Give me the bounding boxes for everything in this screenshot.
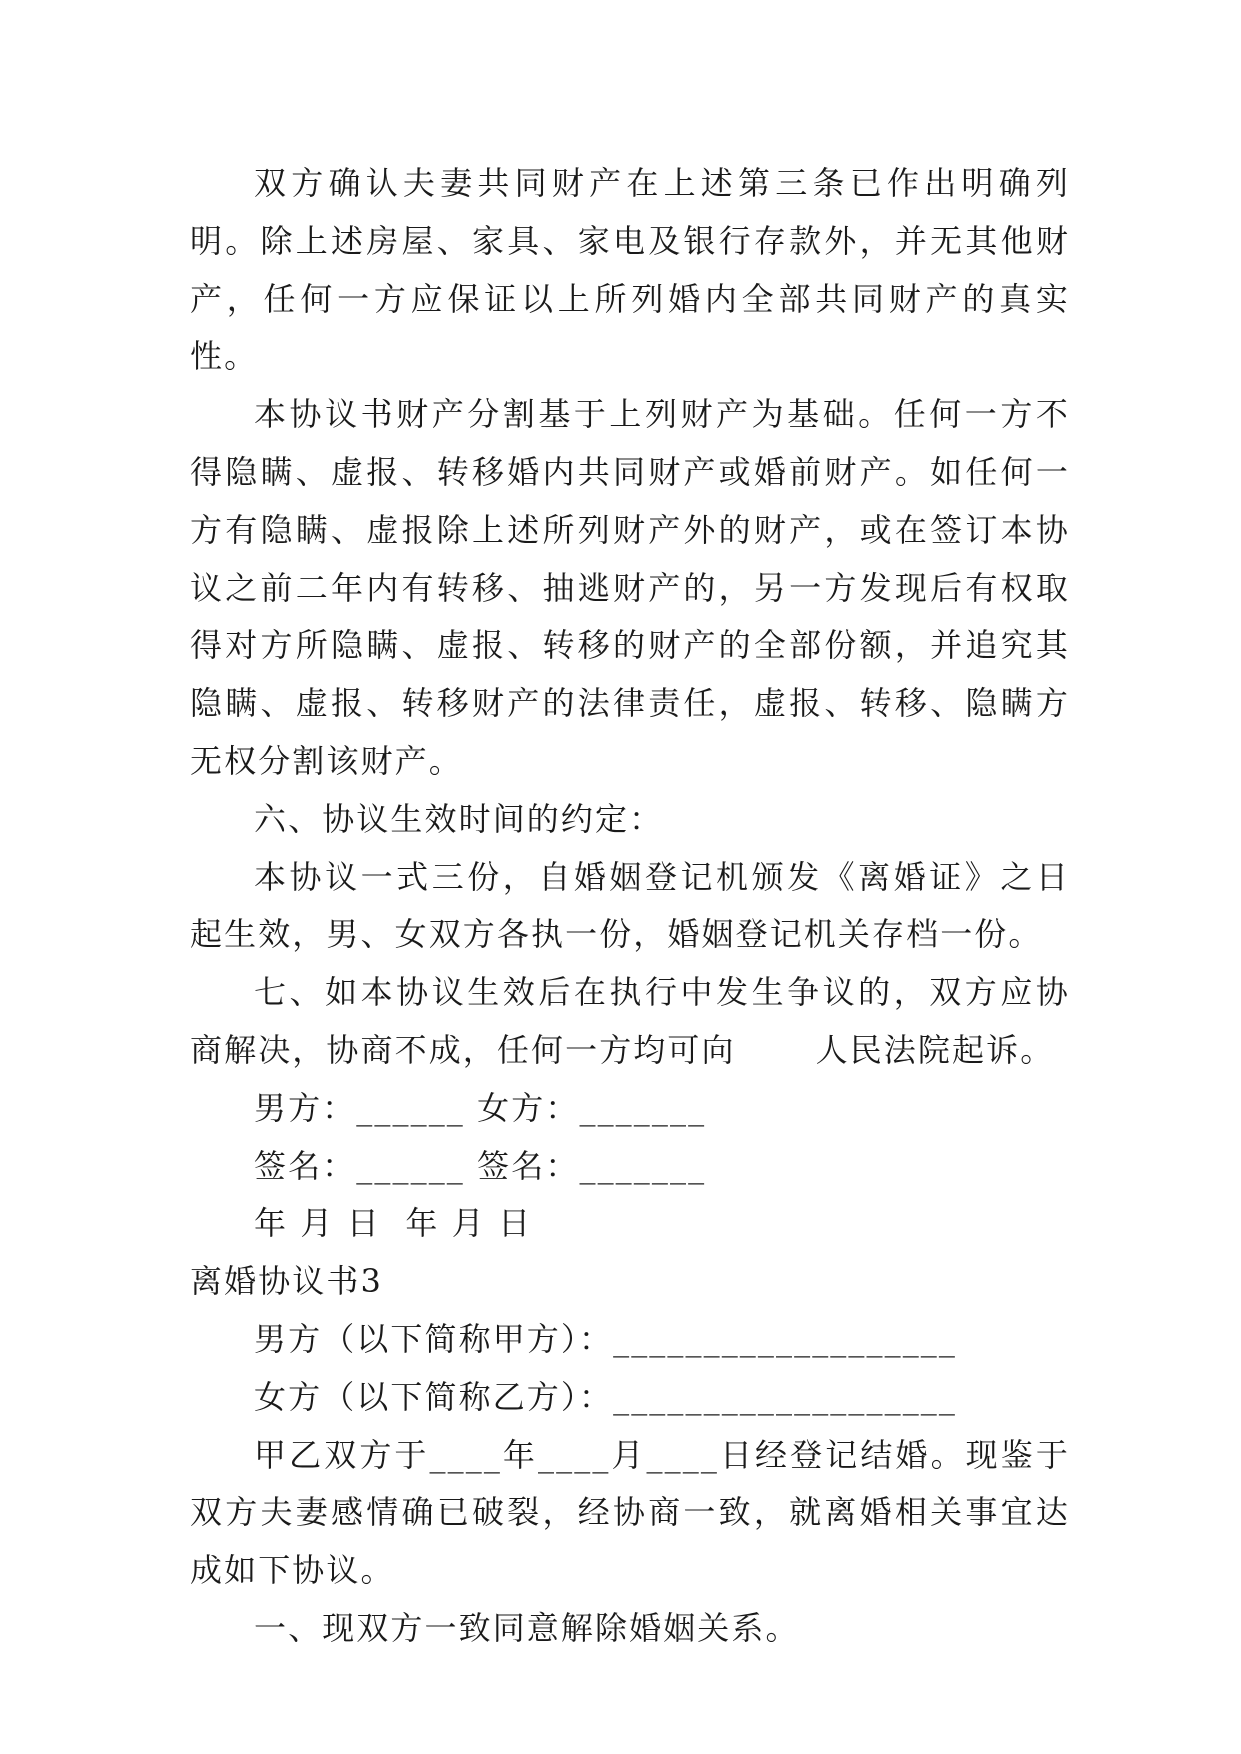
article-one-paragraph: 一、现双方一致同意解除婚姻关系。 <box>254 1608 800 1647</box>
effective-time-paragraph: 本协议一式三份，自婚姻登记机颁发《离婚证》之日起生效，男、女双方各执一份，婚姻登记机关存档一份。 <box>190 857 1070 954</box>
court-text: 人民法院起诉。 <box>815 1030 1055 1069</box>
section-title: 离婚协议书3 <box>190 1262 383 1301</box>
dispute-resolution-paragraph <box>190 964 1070 1080</box>
marriage-registration-paragraph: 甲乙双方于____年____月____日经登记结婚。现鉴于双方夫妻感情确已破裂，经协商一致，就离婚相关事宜达成如下协议。 <box>190 1435 1070 1590</box>
party-a-line: 男方（以下简称甲方）：___________________ <box>254 1319 958 1358</box>
document-body <box>190 155 1070 1658</box>
date-line: 年 月 日 年 月 日 <box>254 1204 533 1243</box>
section-six-heading: 六、协议生效时间的约定： <box>254 799 664 838</box>
party-line: 男方：______ 女方：_______ <box>254 1088 707 1127</box>
party-b-line: 女方（以下简称乙方）：___________________ <box>254 1377 958 1416</box>
property-confirmation-paragraph: 双方确认夫妻共同财产在上述第三条已作出明确列明。除上述房屋、家具、家电及银行存款外，并无其他财产，任何一方应保证以上所列婚内全部共同财产的真实性。 <box>190 164 1070 376</box>
signature-line: 签名：______ 签名：_______ <box>254 1146 707 1185</box>
dispute-text: 七、如本协议生效后在执行中发生争议的，双方应协商解决，协商不成，任何一方均可向 <box>190 973 1070 1069</box>
property-division-paragraph: 本协议书财产分割基于上列财产为基础。任何一方不得隐瞒、虚报、转移婚内共同财产或婚前财产。如任何一方有隐瞒、虚报除上述所列财产外的财产，或在签订本协议之前二年内有转移、抽逃财产的，另一方发现后有权取得对方所隐瞒、虚报、转移的财产的全部份额，并追究其隐瞒、虚报、转移财产的法律责任，虚报、转移、隐瞒方无权分割该财产。 <box>190 395 1070 780</box>
